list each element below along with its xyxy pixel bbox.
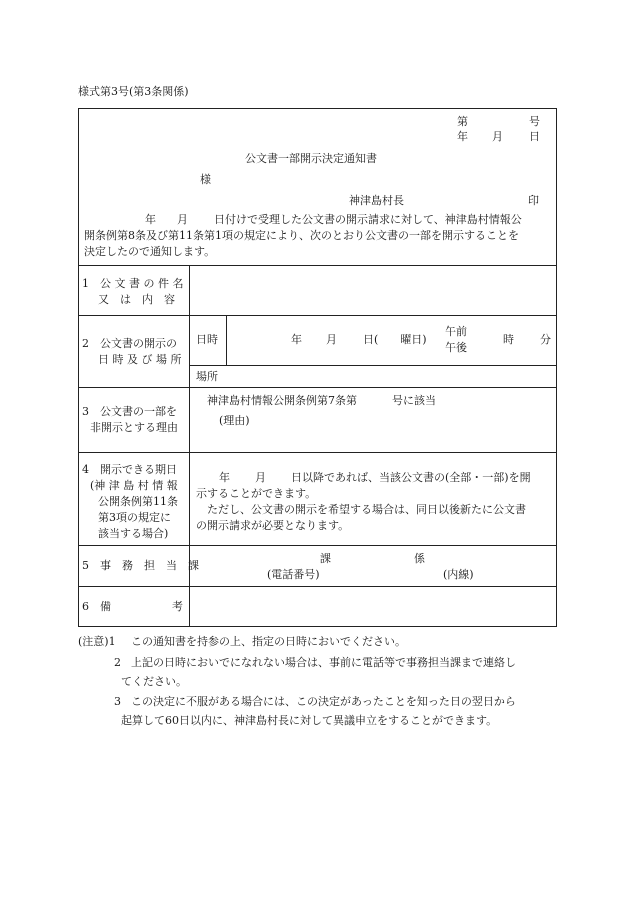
- datetime-hour: 時: [503, 333, 514, 346]
- date-day: 日: [529, 130, 540, 143]
- seal-mark: 印: [528, 194, 539, 207]
- label-column-divider: [189, 265, 190, 627]
- row-divider: [78, 452, 557, 453]
- dept-extension: (内線): [443, 568, 474, 581]
- row1-label-line2: 又 は 内 容: [98, 293, 175, 306]
- disclosure-month: 月: [255, 471, 266, 484]
- intro-month: 月: [177, 213, 188, 226]
- datetime-month: 月: [326, 333, 337, 346]
- disclosure-line2: 示することができます。: [196, 487, 317, 500]
- row-divider: [78, 315, 557, 316]
- disclosure-line1: 日以降であれば、当該公文書の(全部・一部)を開: [291, 471, 531, 484]
- datetime-minute: 分: [540, 333, 551, 346]
- form-label: 様式第3号(第3条関係): [78, 85, 189, 98]
- note2-line1: 上記の日時においでになれない場合は、事前に電話等で事務担当課まで連絡し: [131, 656, 516, 669]
- intro-year: 年: [145, 213, 156, 226]
- row-divider: [78, 586, 557, 587]
- row-divider: [78, 265, 557, 266]
- row6-label-num: 6 備: [82, 600, 111, 613]
- row4-label-line5: 該当する場合): [98, 527, 169, 540]
- disclosure-year: 年: [219, 471, 230, 484]
- place-label: 場所: [196, 370, 218, 383]
- datetime-label-divider: [226, 315, 227, 365]
- datetime-am: 午前: [445, 325, 467, 338]
- dept-ka: 課: [320, 552, 331, 565]
- clause-suffix: 号に該当: [392, 394, 436, 407]
- note3-line1: この決定に不服がある場合には、この決定があったことを知った日の翌日から: [131, 695, 516, 708]
- datetime-year: 年: [291, 333, 302, 346]
- row5-label: 5 事 務 担 当 課: [82, 559, 199, 572]
- row2-label-line2: 日 時 及 び 場 所: [98, 353, 182, 366]
- issuer-name: 神津島村長: [349, 194, 404, 207]
- date-month: 月: [492, 130, 503, 143]
- row6-label-end: 考: [172, 600, 183, 613]
- disclosure-line4: の開示請求が必要となります。: [196, 519, 350, 532]
- note3-line2: 起算して60日以内に、神津島村長に対して異議申立をすることができます。: [121, 714, 498, 727]
- reason-label: (理由): [219, 414, 250, 427]
- datetime-pm: 午後: [445, 341, 467, 354]
- form-table: [78, 108, 557, 627]
- datetime-label: 日時: [196, 333, 218, 346]
- note1-prefix: (注意)1: [78, 635, 116, 648]
- row4-label-line2: (神 津 島 村 情 報: [90, 479, 178, 492]
- addressee-suffix: 様: [200, 173, 211, 186]
- number-suffix: 号: [529, 115, 540, 128]
- row4-label-line4: 第3項の規定に: [98, 511, 171, 524]
- dept-kakari: 係: [414, 552, 425, 565]
- number-prefix: 第: [457, 115, 468, 128]
- datetime-day-weekday: 日( 曜日): [363, 333, 427, 346]
- dept-phone: (電話番号): [267, 568, 320, 581]
- intro-line2: 開条例第8条及び第11条第1項の規定により、次のとおり公文書の一部を開示することを: [84, 229, 519, 242]
- row4-label-line1: 4 開示できる期日: [82, 463, 177, 476]
- disclosure-line3: ただし、公文書の開示を希望する場合は、同日以後新たに公文書: [207, 503, 526, 516]
- note1-text: この通知書を持参の上、指定の日時においでください。: [131, 635, 406, 648]
- row3-label-line1: 3 公文書の一部を: [82, 405, 177, 418]
- date-year: 年: [457, 130, 468, 143]
- row-divider: [78, 545, 557, 546]
- note3-num: 3: [114, 695, 121, 708]
- note2-line2: てください。: [121, 675, 187, 688]
- row4-label-line3: 公開条例第11条: [98, 495, 178, 508]
- row1-label-line1: 1 公 文 書 の 件 名: [82, 277, 184, 290]
- row-divider: [78, 387, 557, 388]
- row3-label-line2: 非開示とする理由: [90, 421, 178, 434]
- datetime-place-divider: [189, 365, 557, 366]
- intro-line1: 日付けで受理した公文書の開示請求に対して、神津島村情報公: [214, 213, 522, 226]
- intro-line3: 決定したので通知します。: [84, 245, 216, 258]
- clause-prefix: 神津島村情報公開条例第7条第: [207, 394, 357, 407]
- note2-num: 2: [114, 656, 121, 669]
- document-title: 公文書一部開示決定通知書: [245, 152, 377, 165]
- row2-label-line1: 2 公文書の開示の: [82, 337, 177, 350]
